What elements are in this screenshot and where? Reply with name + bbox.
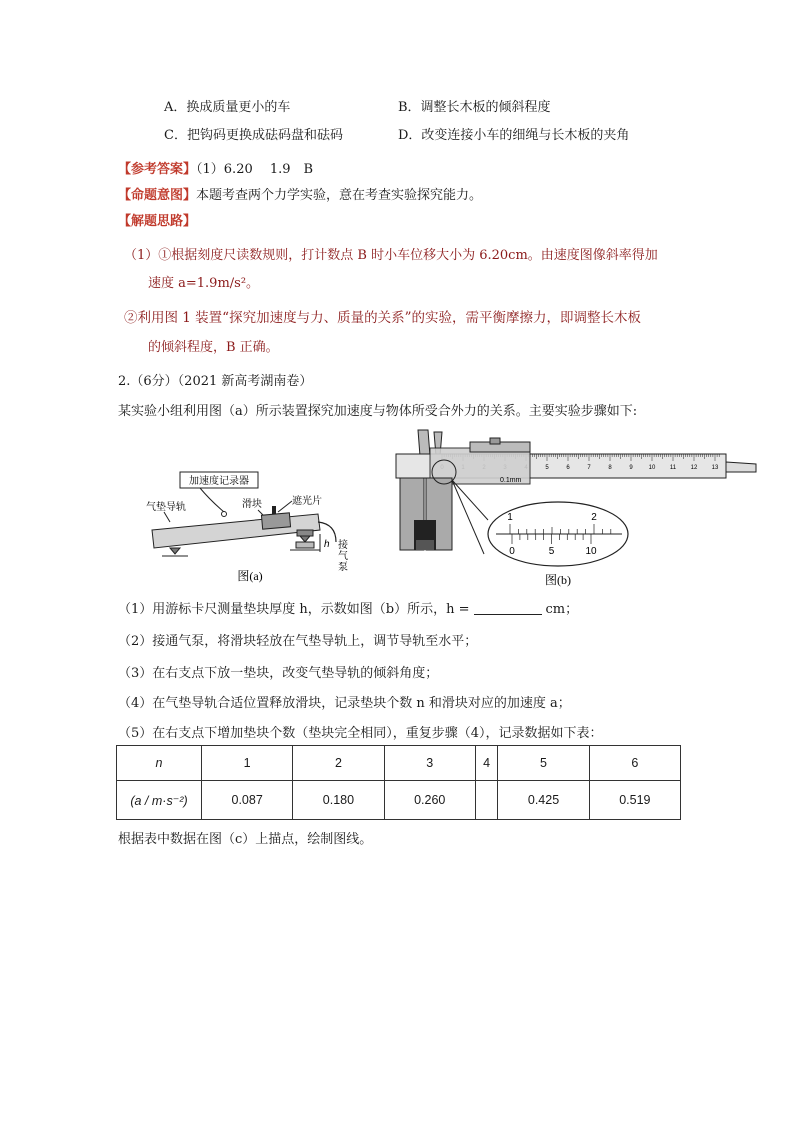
figure-a-caption: 图(a) bbox=[237, 569, 263, 583]
zoom-bottom-label: 10 bbox=[585, 546, 597, 557]
solution-p2-line2: 的倾斜程度，B 正确。 bbox=[148, 340, 279, 355]
table-cell: 0.180 bbox=[293, 781, 384, 820]
table-header-cell: 2 bbox=[293, 746, 384, 781]
table-row bbox=[117, 781, 681, 820]
option-d: D．改变连接小车的细绳与长木板的夹角 bbox=[398, 128, 630, 143]
main-scale-label: 7 bbox=[587, 465, 591, 471]
answer-blank[interactable] bbox=[474, 602, 542, 615]
table-header-cell: 5 bbox=[498, 746, 589, 781]
table-cell bbox=[475, 781, 497, 820]
answer-text: （1）6.20 1.9 B bbox=[196, 162, 314, 177]
figure-a-recorder-label: 加速度记录器 bbox=[189, 476, 249, 487]
option-a: A．换成质量更小的车 bbox=[164, 100, 291, 115]
main-scale-label: 11 bbox=[669, 465, 677, 471]
intent-tag: 【命题意图】 bbox=[118, 188, 197, 203]
main-scale-label: 12 bbox=[690, 465, 698, 471]
main-scale-label: 5 bbox=[545, 465, 549, 471]
table-cell: 0.425 bbox=[498, 781, 589, 820]
table-cell: 0.087 bbox=[202, 781, 293, 820]
table-row-label: (a / m·s⁻²) bbox=[117, 781, 202, 820]
figure-b-precision: 0.1mm bbox=[500, 477, 522, 484]
zoom-top-label: 1 bbox=[507, 512, 513, 523]
intent-line bbox=[118, 184, 482, 203]
table-header-cell: 4 bbox=[475, 746, 497, 781]
figure-a-rail-label: 气垫导轨 bbox=[146, 502, 186, 513]
question2-intro: 某实验小组利用图（a）所示装置探究加速度与物体所受合外力的关系。主要实验步骤如下: bbox=[118, 404, 638, 419]
main-scale-label: 8 bbox=[608, 465, 612, 471]
zoom-bottom-label: 0 bbox=[509, 546, 515, 557]
figure-a-shade-label: 遮光片 bbox=[292, 496, 322, 507]
option-c: C．把钩码更换成砝码盘和砝码 bbox=[164, 128, 343, 143]
figure-a-h-label: h bbox=[324, 539, 330, 550]
step2: （2）接通气泵，将滑块轻放在气垫导轨上，调节导轨至水平； bbox=[118, 634, 478, 649]
table-header-cell: 3 bbox=[384, 746, 475, 781]
step1 bbox=[118, 598, 578, 617]
answer-tag: 【参考答案】 bbox=[118, 162, 197, 177]
figure-b-caption: 图(b) bbox=[545, 573, 571, 587]
figure-a-slider-label: 滑块 bbox=[242, 499, 262, 510]
main-scale-label: 13 bbox=[711, 465, 719, 471]
option-b: B．调整长木板的倾斜程度 bbox=[398, 100, 551, 115]
main-scale-label: 10 bbox=[648, 465, 656, 471]
data-table bbox=[116, 745, 681, 820]
intent-text: 本题考查两个力学实验，意在考查实验探究能力。 bbox=[196, 188, 483, 203]
figure-b-caliper bbox=[390, 422, 762, 590]
solution-p2-line1: ②利用图 1 装置“探究加速度与力、质量的关系”的实验，需平衡摩擦力，即调整长木板 bbox=[124, 310, 641, 326]
solution-p1-line1: （1）①根据刻度尺读数规则，打计数点 B 时小车位移大小为 6.20cm。由速度图像斜率得加 bbox=[124, 248, 658, 263]
after-table-text: 根据表中数据在图（c）上描点，绘制图线。 bbox=[118, 832, 373, 847]
zoom-top-label: 2 bbox=[591, 512, 597, 523]
table-header-row bbox=[117, 746, 681, 781]
step4: （4）在气垫导轨合适位置释放滑块，记录垫块个数 n 和滑块对应的加速度 a； bbox=[118, 696, 571, 711]
step1-text: （1）用游标卡尺测量垫块厚度 h，示数如图（b）所示，h = bbox=[118, 602, 470, 617]
step3: （3）在右支点下放一垫块，改变气垫导轨的倾斜角度； bbox=[118, 666, 439, 681]
zoom-bottom-label: 5 bbox=[548, 546, 555, 557]
table-cell: 0.260 bbox=[384, 781, 475, 820]
main-scale-label: 6 bbox=[566, 465, 570, 471]
table-header-cell: 1 bbox=[202, 746, 293, 781]
table-cell: 0.519 bbox=[589, 781, 680, 820]
answer-line bbox=[118, 158, 313, 177]
figure-a-diagram bbox=[140, 470, 355, 585]
table-header-cell: 6 bbox=[589, 746, 680, 781]
thinking-tag: 【解题思路】 bbox=[118, 214, 197, 229]
step5: （5）在右支点下增加垫块个数（垫块完全相同），重复步骤（4），记录数据如下表： bbox=[118, 726, 603, 741]
question2-header: 2.（6分）（2021 新高考湖南卷） bbox=[118, 374, 313, 389]
figure-a-pump-label: 接气泵 bbox=[338, 540, 348, 573]
step1-unit: cm； bbox=[545, 602, 579, 617]
main-scale-label: 9 bbox=[629, 465, 633, 471]
solution-p1-line2: 速度 a=1.9m/s²。 bbox=[148, 276, 260, 291]
table-header-cell: n bbox=[117, 746, 202, 781]
